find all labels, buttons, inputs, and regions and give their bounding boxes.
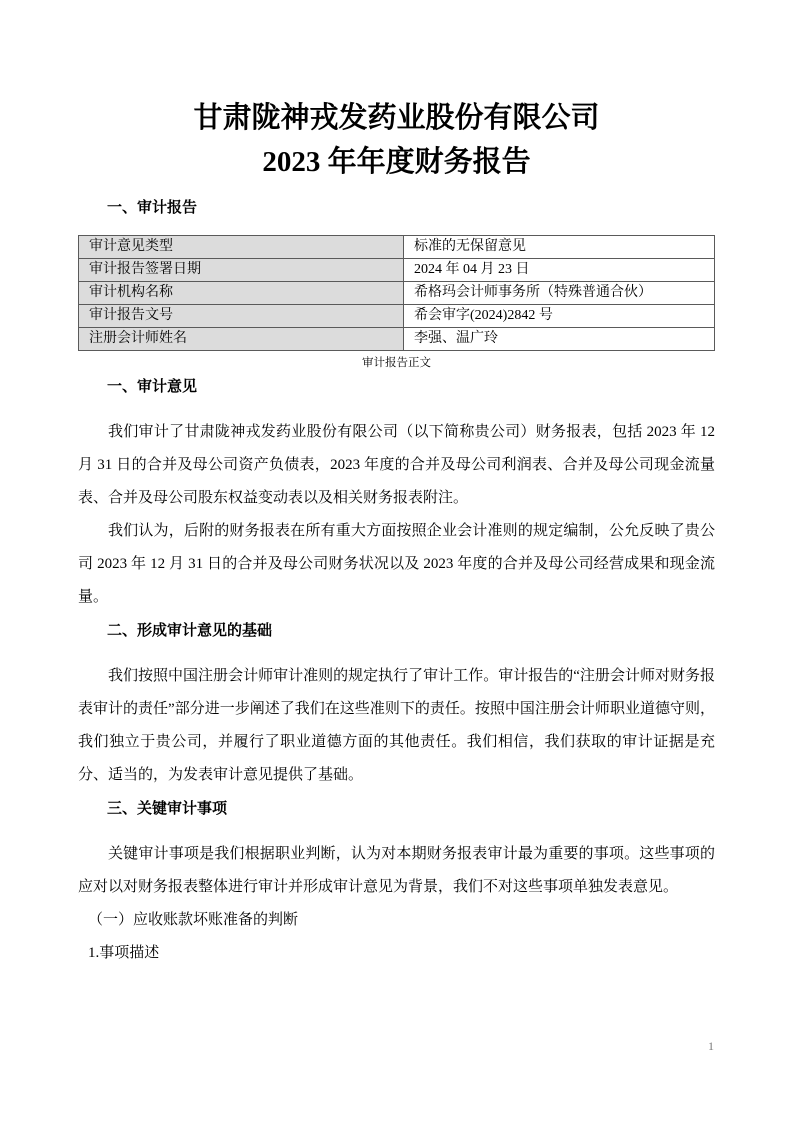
table-row-label: 审计报告签署日期	[79, 259, 404, 282]
section-heading-key-matters: 三、关键审计事项	[107, 800, 228, 817]
key-matter-item-1-sub: 1.事项描述	[88, 945, 160, 961]
document-header	[0, 0, 793, 184]
table-row-value: 标准的无保留意见	[404, 236, 715, 259]
table-row	[79, 328, 715, 351]
paragraph-opinion-2: 我们认为，后附的财务报表在所有重大方面按照企业会计准则的规定编制，公允反映了贵公司 2023 年 12 月 31 日的合并及母公司财务状况以及 2023 年度的合并及母公司经营成果和现金流量。	[78, 523, 715, 605]
paragraph-key-matters-1: 关键审计事项是我们根据职业判断，认为对本期财务报表审计最为重要的事项。这些事项的应对以对财务报表整体进行审计并形成审计意见为背景，我们不对这些事项单独发表意见。	[78, 846, 715, 895]
section-heading-audit-report: 一、审计报告	[107, 199, 198, 216]
table-row-label: 审计报告文号	[79, 305, 404, 328]
document-title-line1: 甘肃陇神戎发药业股份有限公司	[193, 102, 600, 134]
page-number: 1	[708, 1039, 714, 1053]
table-row-value: 希格玛会计师事务所（特殊普通合伙）	[404, 282, 715, 305]
table-row	[79, 236, 715, 259]
key-matter-item-1: （一）应收账款坏账准备的判断	[88, 912, 299, 928]
audit-summary-table	[78, 235, 715, 351]
table-row	[79, 259, 715, 282]
table-row-value: 李强、温广玲	[404, 328, 715, 351]
report-body-caption: 审计报告正文	[362, 357, 431, 369]
document-body	[78, 191, 715, 970]
paragraph-opinion-1: 我们审计了甘肃陇神戎发药业股份有限公司（以下简称贵公司）财务报表，包括 2023 年 12 月 31 日的合并及母公司资产负债表，2023 年度的合并及母公司利润表、合并及母公司现金流量表、合并及母公司股东权益变动表以及相关财务报表附注。	[78, 424, 715, 506]
table-row-value: 2024 年 04 月 23 日	[404, 259, 715, 282]
table-row-value: 希会审字(2024)2842 号	[404, 305, 715, 328]
paragraph-basis-1: 我们按照中国注册会计师审计准则的规定执行了审计工作。审计报告的“注册会计师对财务报表审计的责任”部分进一步阐述了我们在这些准则下的责任。按照中国注册会计师职业道德守则，我们独立于贵公司，并履行了职业道德方面的其他责任。我们相信，我们获取的审计证据是充分、适当的，为发表审计意见提供了基础。	[78, 668, 715, 783]
table-row	[79, 282, 715, 305]
table-row-label: 注册会计师姓名	[79, 328, 404, 351]
table-row-label: 审计机构名称	[79, 282, 404, 305]
section-heading-basis: 二、形成审计意见的基础	[107, 622, 273, 639]
table-row-label: 审计意见类型	[79, 236, 404, 259]
section-heading-audit-opinion: 一、审计意见	[107, 378, 198, 395]
table-row	[79, 305, 715, 328]
document-title-line2: 2023 年年度财务报告	[262, 146, 531, 178]
